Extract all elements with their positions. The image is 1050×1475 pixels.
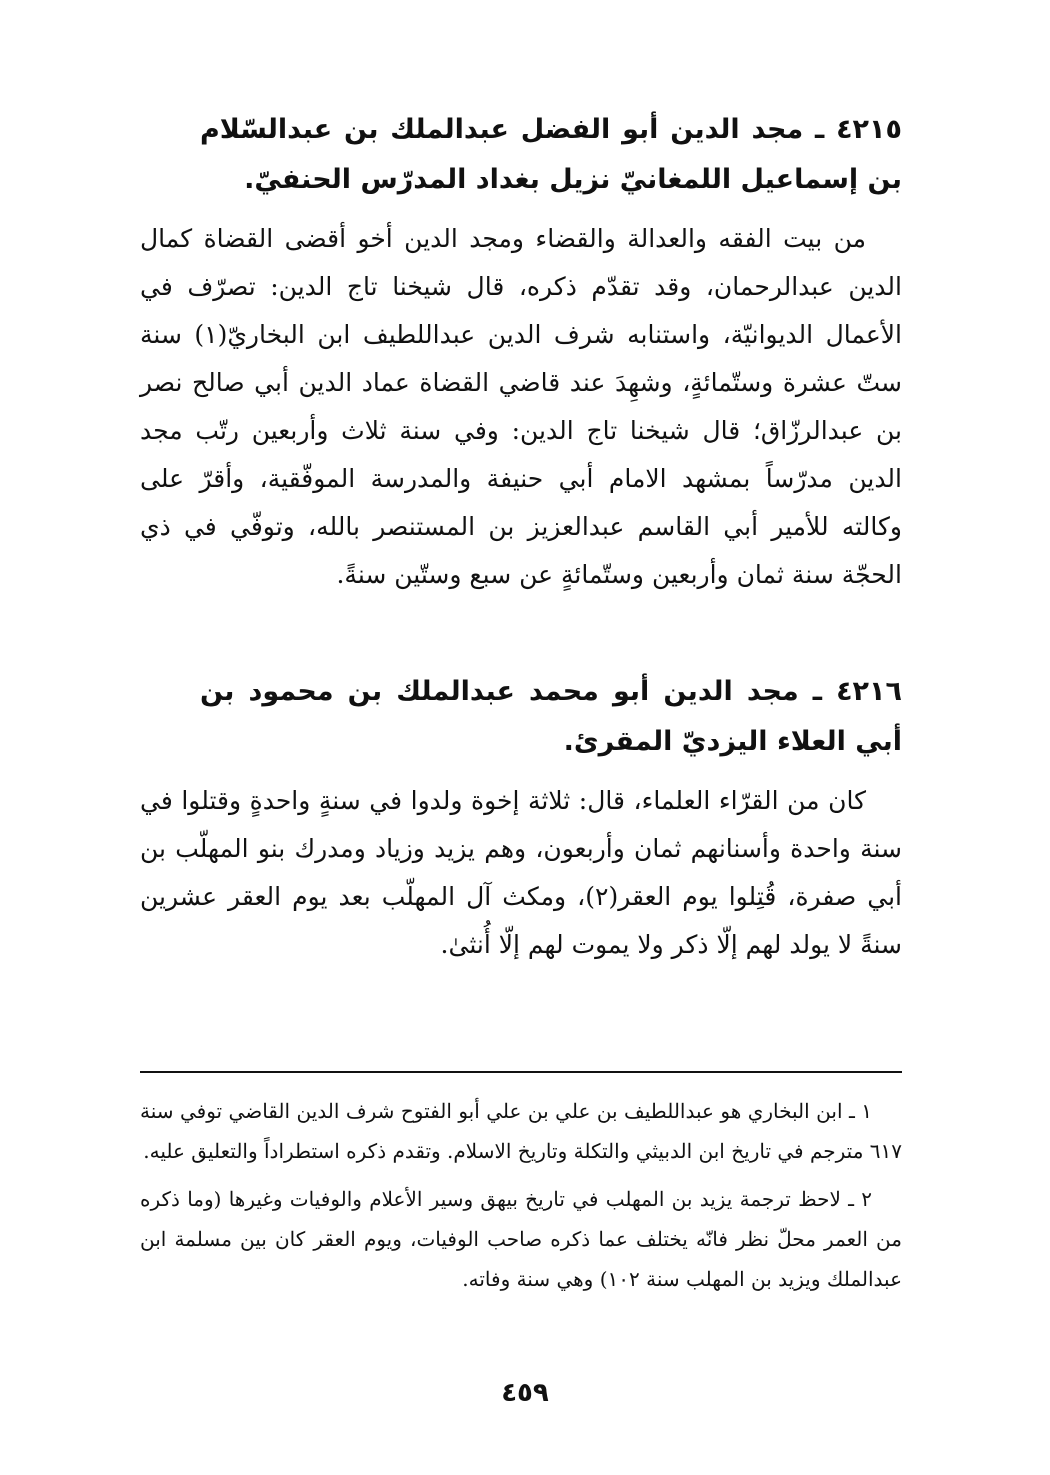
entry-title: ٤٢١٥ ـ مجد الدين أبو الفضل عبدالملك بن عبدالسّلام بن إسماعيل اللمغانيّ نزيل بغداد المدرّس الحنفيّ. — [200, 114, 902, 195]
page-content — [140, 105, 902, 969]
entry-body: من بيت الفقه والعدالة والقضاء ومجد الدين أخو أقضى القضاة كمال الدين عبدالرحمان، وقد تقدّم ذكره، قال شيخنا تاج الدين: تصرّف في الأعمال الديوانيّة، واستنابه شرف الدين عبداللطيف ابن البخاريّ(١) سنة ستّ عشرة وستّمائةٍ، وشهِدَ عند قاضي القضاة عماد الدين أبي صالح نصر بن عبدالرزّاق؛ قال شيخنا تاج الدين: وفي سنة ثلاث وأربعين رتّب مجد الدين مدرّساً بمشهد الامام أبي حنيفة والمدرسة الموفّقية، وأقرّ على وكالته للأمير أبي القاسم عبدالعزيز بن المستنصر بالله، وتوفّي في ذي الحجّة سنة ثمان وأربعين وستّمائةٍ عن سبع وستّين سنةً. — [140, 224, 902, 589]
entry-body: كان من القرّاء العلماء، قال: ثلاثة إخوة ولدوا في سنةٍ واحدةٍ وقتلوا في سنة واحدة وأسنانهم ثمان وأربعون، وهم يزيد وزياد ومدرك بنو المهلّب بن أبي صفرة، قُتِلوا يوم العقر(٢)، ومكث آل المهلّب بعد يوم العقر عشرين سنةً لا يولد لهم إلّا ذكر ولا يموت لهم إلّا أُنثىٰ. — [140, 786, 902, 959]
page-number: ٤٥٩ — [501, 1378, 549, 1408]
biography-entry-4215 — [140, 105, 902, 599]
entry-title: ٤٢١٦ ـ مجد الدين أبو محمد عبدالملك بن محمود بن أبي العلاء اليزديّ المقرئ. — [200, 676, 902, 757]
biography-entry-4216 — [140, 667, 902, 969]
footnote-1: ١ ـ ابن البخاري هو عبداللطيف بن علي بن علي أبو الفتوح شرف الدين القاضي توفي سنة ٦١٧ مترجم في تاريخ ابن الدبيثي والتكلة وتاريخ الاسلام. وتقدم ذكره استطراداً والتعليق عليه. — [140, 1099, 902, 1163]
footnotes-section — [140, 1071, 902, 1307]
footnote-divider — [140, 1071, 902, 1073]
footnote-2: ٢ ـ لاحظ ترجمة يزيد بن المهلب في تاريخ بيهق وسير الأعلام والوفيات وغيرها (وما ذكره من العمر محلّ نظر فانّه يختلف عما ذكره صاحب الوفيات، ويوم العقر كان بين مسلمة ابن عبدالملك ويزيد بن المهلب سنة ١٠٢) وهي سنة وفاته. — [140, 1187, 902, 1291]
